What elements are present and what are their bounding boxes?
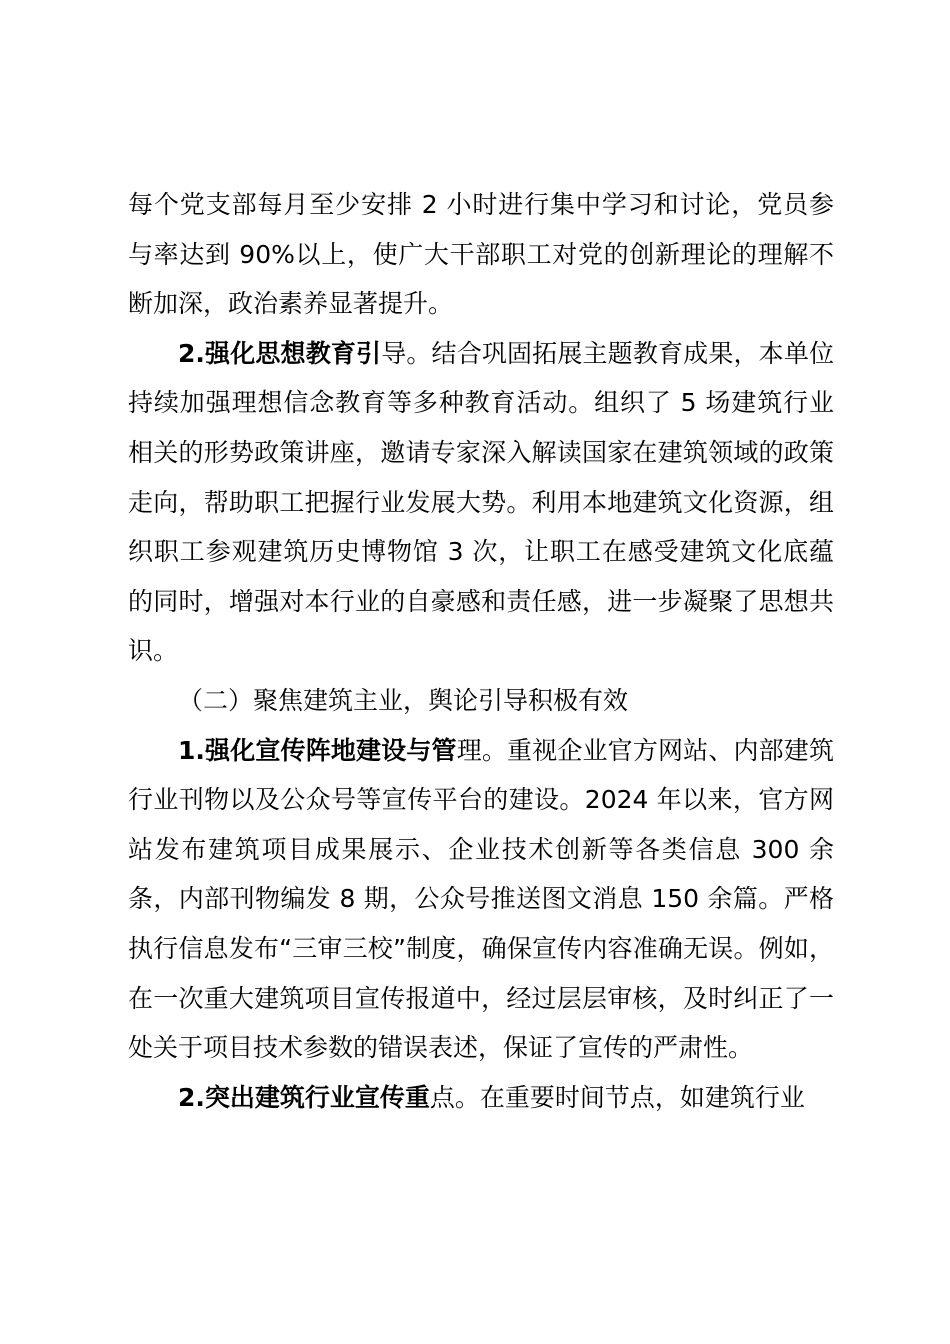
- paragraph-publicity-platforms: [128, 726, 834, 1073]
- paragraph-ideological-education: [128, 329, 834, 676]
- paragraph-text: 导。结合巩固拓展主题教育成果，本单位持续加强理想信念教育等多种教育活动。组织了 5 场建筑行业相关的形势政策讲座，邀请专家深入解读国家在建筑领域的政策走向，帮助职工把握行业发展大势。利用本地建筑文化资源，组织职工参观建筑历史博物馆 3 次，让职工在感受建筑文化底蕴的同时，增强对本行业的自豪感和责任感，进一步凝聚了思想共识。: [128, 338, 834, 666]
- paragraph-text: 点。在重要时间节点，如建筑行业: [429, 1082, 805, 1112]
- document-body: [128, 180, 834, 1122]
- section-heading-focus-construction: [128, 676, 834, 726]
- paragraph-heading: 2.强化思想教育引: [178, 338, 382, 368]
- section-heading-text: （二）聚焦建筑主业，舆论引导积极有效: [178, 685, 629, 715]
- paragraph-heading: 1.强化宣传阵地建设与管: [178, 735, 457, 765]
- paragraph-heading: 2.突出建筑行业宣传重: [178, 1082, 430, 1112]
- paragraph-text: 每个党支部每月至少安排 2 小时进行集中学习和讨论，党员参与率达到 90%以上，使广大干部职工对党的创新理论的理解不断加深，政治素养显著提升。: [128, 190, 834, 319]
- paragraph-text: 理。重视企业官方网站、内部建筑行业刊物以及公众号等宣传平台的建设。2024 年以来，官方网站发布建筑项目成果展示、企业技术创新等各类信息 300 余条，内部刊物编发 8 期，公众号推送图文消息 150 余篇。严格执行信息发布“三审三校”制度，确保宣传内容准确无误。例如，在一次重大建筑项目宣传报道中，经过层层审核，及时纠正了一处关于项目技术参数的错误表述，保证了宣传的严肃性。: [128, 735, 834, 1063]
- paragraph-industry-focus: [128, 1073, 834, 1123]
- paragraph-study-participation: [128, 180, 834, 329]
